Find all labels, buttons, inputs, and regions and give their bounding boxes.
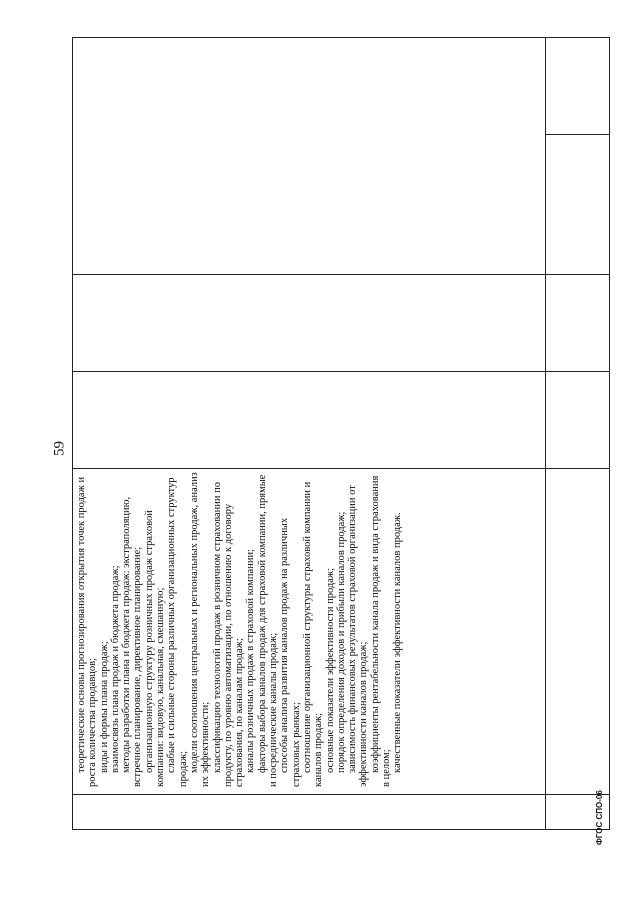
content-line: модели соотношения центральных и региональных продаж, анализ их эффективности;	[188, 472, 212, 787]
table-row-divider	[545, 134, 610, 135]
content-line: каналы розничных продаж в страховой компании;	[245, 549, 257, 773]
footer-code: ФГОС СПО-06	[595, 790, 604, 845]
table-row-divider	[73, 371, 610, 372]
content-line: факторы выбора каналов продаж для страховой компании, прямые и посреднические каналы продаж;	[256, 474, 280, 787]
content-line: основные показатели эффективности продаж;	[324, 567, 336, 773]
content-line: слабые и сильные стороны различных организационных структур продаж;	[166, 477, 189, 787]
content-line: классификацию технологий продаж в розничном страховании по продукту, по уровню автоматизации, по отношению к договору страхования, по каналам продаж;	[211, 481, 246, 787]
content-line: организационную структуру розничных продаж страховой компании: видовую, канальная, смешанную;	[143, 510, 167, 787]
content-line: теоретические основы прогнозирования открытия точек продаж и роста количества продавцов;	[76, 476, 99, 787]
table-column-divider	[545, 38, 546, 829]
table-row-divider	[73, 794, 610, 795]
content-text-block	[73, 467, 404, 793]
content-line: коэффициенты рентабельности канала продаж и вида страхования в целом;	[369, 475, 393, 787]
content-line: порядок определения доходов и прибыли каналов продаж;	[335, 511, 347, 773]
page-number: 59	[51, 441, 68, 456]
content-line: зависимость финансовых результатов страховой организации от эффективности каналов продаж;	[347, 485, 370, 787]
table-cell-content	[73, 467, 545, 793]
content-line: качественные показатели эффективности каналов продаж.	[392, 512, 404, 773]
content-line: виды и формы плана продаж;	[98, 641, 110, 773]
content-line: способы анализа развития каналов продаж на различных страховых рынках;	[279, 517, 302, 787]
content-line: соотношение организационной структуры страховой компании и каналов продаж;	[301, 481, 325, 787]
content-line: методы разработки плана и бюджета продаж: экстраполяцию, встречное планирование, директивное планирование;	[121, 496, 144, 787]
content-line: взаимосвязь плана продаж и бюджета продаж;	[109, 565, 121, 773]
table-row-divider	[73, 274, 610, 275]
